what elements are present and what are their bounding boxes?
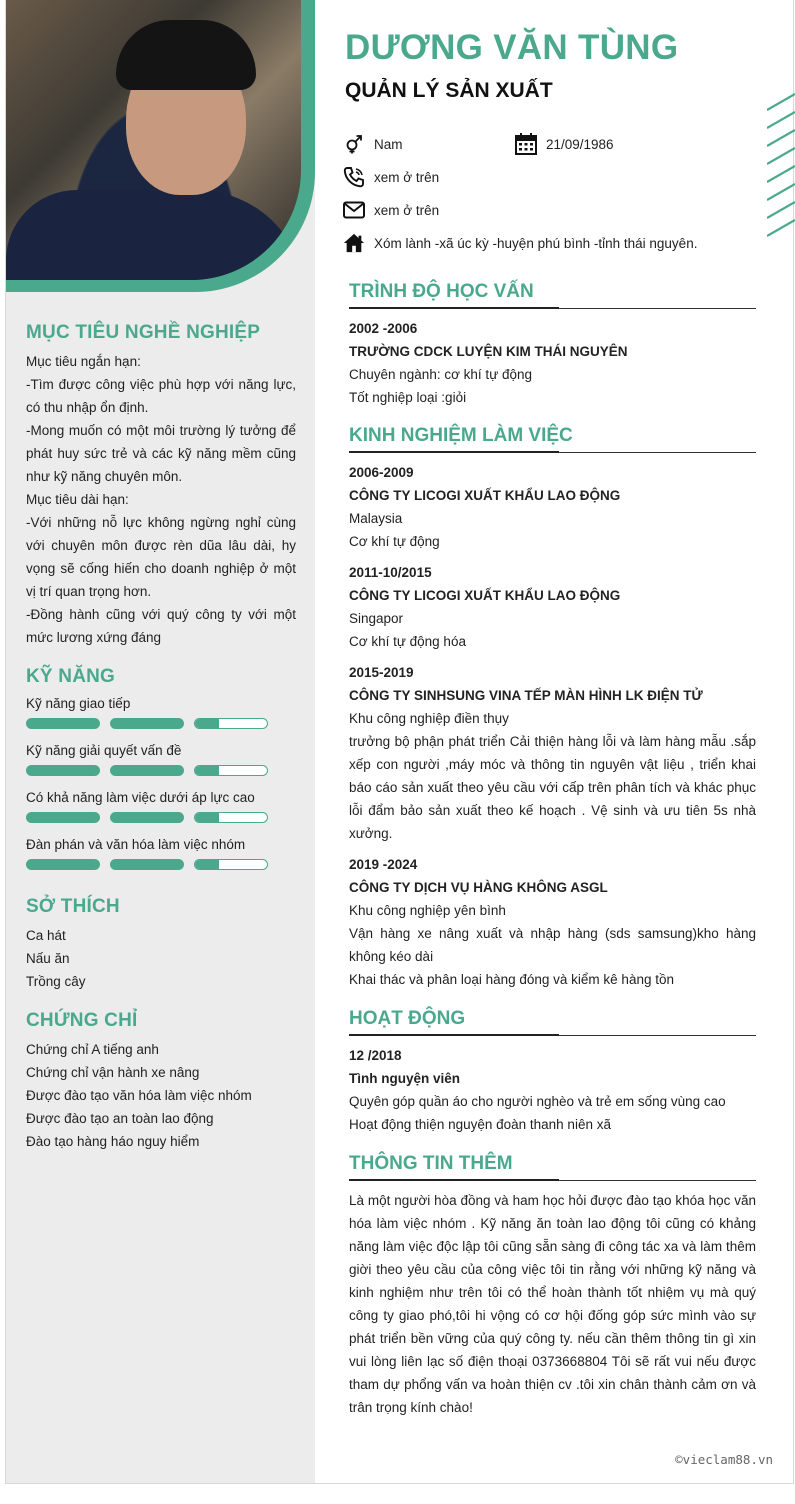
certificate-item: Chứng chỉ A tiếng anh bbox=[26, 1042, 159, 1057]
education-entry bbox=[349, 317, 756, 409]
entry-organization: CÔNG TY LICOGI XUẤT KHẨU LAO ĐỘNG bbox=[349, 588, 621, 603]
certificates-list bbox=[26, 1038, 296, 1153]
skill-level-bar bbox=[26, 859, 296, 870]
objective-line: Mục tiêu ngắn hạn: bbox=[26, 354, 141, 369]
experience-entry bbox=[349, 661, 756, 845]
skill-level-segment bbox=[194, 765, 268, 776]
contact-phone bbox=[343, 166, 439, 188]
phone-icon bbox=[343, 166, 365, 188]
calendar-icon bbox=[515, 133, 537, 155]
skill-level-segment bbox=[194, 718, 268, 729]
experience-entry bbox=[349, 561, 756, 653]
certificate-item: Được đào tạo an toàn lao động bbox=[26, 1111, 214, 1126]
skill-level-segment bbox=[26, 812, 100, 823]
skill-name: Có khả năng làm việc dưới áp lực cao bbox=[26, 790, 255, 805]
candidate-position: QUẢN LÝ SẢN XUẤT bbox=[345, 79, 553, 102]
activity-entry bbox=[349, 1044, 756, 1136]
entry-line: Chuyên ngành: cơ khí tự động bbox=[349, 367, 533, 382]
entry-organization: CÔNG TY LICOGI XUẤT KHẨU LAO ĐỘNG bbox=[349, 488, 621, 503]
entry-date: 2011-10/2015 bbox=[349, 565, 432, 580]
skill-item bbox=[26, 788, 296, 823]
contact-gender bbox=[343, 133, 403, 155]
contact-address bbox=[343, 232, 697, 254]
certificate-item: Chứng chỉ vận hành xe nâng bbox=[26, 1065, 200, 1080]
contact-birthday bbox=[515, 133, 614, 155]
photo-frame bbox=[6, 0, 315, 292]
objective-line: -Với những nỗ lực không ngừng nghỉ cùng với chuyên môn được rèn dũa lâu dài, hy vọng sẽ cống hiến cho doanh nghiệp ở một vị trí quan trọng hơn. bbox=[26, 515, 296, 599]
hobby-item: Ca hát bbox=[26, 928, 66, 943]
hobby-item: Nấu ăn bbox=[26, 951, 70, 966]
experience-section bbox=[349, 425, 756, 999]
skill-level-bar bbox=[26, 812, 296, 823]
phone-value: xem ở trên bbox=[374, 169, 440, 185]
entry-line: Khu công nghiệp yên bình bbox=[349, 903, 506, 918]
candidate-name: DƯƠNG VĂN TÙNG bbox=[345, 28, 679, 67]
birthday-value: 21/09/1986 bbox=[546, 136, 614, 152]
entry-role: Tình nguyện viên bbox=[349, 1071, 461, 1086]
objective-section bbox=[26, 322, 296, 649]
activities-section bbox=[349, 1008, 756, 1144]
skill-level-segment bbox=[194, 812, 268, 823]
entry-line: Hoạt động thiện nguyện đoàn thanh niên xã bbox=[349, 1117, 611, 1132]
entry-line: Quyên góp quần áo cho người nghèo và trẻ em sống vùng cao bbox=[349, 1094, 726, 1109]
skill-level-bar bbox=[26, 718, 296, 729]
skills-title: KỸ NĂNG bbox=[26, 666, 116, 687]
education-title: TRÌNH ĐỘ HỌC VẤN bbox=[349, 281, 534, 302]
objective-text bbox=[26, 350, 296, 649]
skills-list bbox=[26, 694, 296, 870]
hobby-item: Trồng cây bbox=[26, 974, 86, 989]
entry-date: 2006-2009 bbox=[349, 465, 414, 480]
education-section bbox=[349, 281, 756, 417]
envelope-icon bbox=[343, 199, 365, 221]
certificates-section bbox=[26, 1010, 296, 1153]
additional-info-text: Là một người hòa đồng và ham học hỏi được đào tạo khóa học văn hóa làm việc nhóm . Kỹ năng ăn toàn lao động tôi cũng có khảng năng làm việc độc lập tôi cũng sẵn sàng đi công tác xa và làm thêm giời theo yêu cầu của công việc tôi tin rằng với những kỹ năng và kinh nghiệm như trên tôi có thể hoàn thành tốt nhiệm vụ mà quý công ty giao phó,tôi hi vộng có cơ hội đống góp sức mình vào sự phát triển bền vững của quý công ty. nếu cần thêm thông tin gì xin vui lòng liên lạc số điện thoại 0373668804 Tôi sẽ rất vui nếu được tham dự phổng vấn va hoàn thiện cv .tôi xin chân thành cảm ơn và trân trọng kính chào! bbox=[349, 1193, 756, 1415]
entry-line: Singapor bbox=[349, 611, 404, 626]
section-divider bbox=[349, 1179, 756, 1181]
skill-level-segment bbox=[26, 859, 100, 870]
entry-organization: CÔNG TY DỊCH VỤ HÀNG KHÔNG ASGL bbox=[349, 880, 608, 895]
contact-email bbox=[343, 199, 439, 221]
skill-level-segment bbox=[110, 718, 184, 729]
objective-line: -Đồng hành cũng với quý công ty với một mức lương xứng đáng bbox=[26, 607, 296, 645]
skill-level-segment bbox=[26, 718, 100, 729]
objective-line: -Mong muốn có một môi trường lý tưởng để phát huy sức trẻ và các kỹ năng mềm cũng như kỹ năng chuyên môn. bbox=[26, 423, 296, 484]
entry-line: Cơ khí tự động hóa bbox=[349, 634, 466, 649]
gender-value: Nam bbox=[374, 136, 403, 152]
hobbies-title: SỞ THÍCH bbox=[26, 896, 120, 917]
certificate-item: Đào tạo hàng háo nguy hiểm bbox=[26, 1134, 200, 1149]
skill-name: Kỹ năng giải quyết vấn đề bbox=[26, 743, 182, 758]
entry-line: Malaysia bbox=[349, 511, 403, 526]
experience-entry bbox=[349, 461, 756, 553]
gender-icon bbox=[343, 133, 365, 155]
skill-name: Kỹ năng giao tiếp bbox=[26, 696, 131, 711]
objective-title: MỤC TIÊU NGHỀ NGHIỆP bbox=[26, 322, 261, 343]
skill-item bbox=[26, 741, 296, 776]
experience-title: KINH NGHIỆM LÀM VIỆC bbox=[349, 425, 573, 446]
address-value: Xóm lành -xã úc kỳ -huyện phú bình -tỉnh thái nguyên. bbox=[374, 235, 698, 251]
certificates-title: CHỨNG CHỈ bbox=[26, 1010, 138, 1031]
sidebar bbox=[6, 0, 315, 1483]
skill-name: Đàn phán và văn hóa làm việc nhóm bbox=[26, 837, 246, 852]
hobbies-section bbox=[26, 896, 296, 993]
section-divider bbox=[349, 307, 756, 309]
house-icon bbox=[343, 232, 365, 254]
skill-level-bar bbox=[26, 765, 296, 776]
avatar bbox=[6, 0, 301, 280]
cv-page bbox=[5, 0, 794, 1484]
entry-date: 2015-2019 bbox=[349, 665, 414, 680]
objective-line: Mục tiêu dài hạn: bbox=[26, 492, 129, 507]
entry-line: Khai thác và phân loại hàng đóng và kiểm kê hàng tồn bbox=[349, 972, 674, 987]
activities-title: HOẠT ĐỘNG bbox=[349, 1008, 466, 1029]
objective-line: -Tìm được công việc phù hợp với năng lực, có thu nhập ổn định. bbox=[26, 377, 296, 415]
experience-entry bbox=[349, 853, 756, 991]
skill-level-segment bbox=[110, 812, 184, 823]
certificate-item: Được đào tạo văn hóa làm việc nhóm bbox=[26, 1088, 252, 1103]
main-column bbox=[315, 0, 795, 1483]
skill-level-segment bbox=[110, 859, 184, 870]
entry-organization: TRƯỜNG CDCK LUYỆN KIM THÁI NGUYÊN bbox=[349, 344, 628, 359]
skill-item bbox=[26, 694, 296, 729]
email-value: xem ở trên bbox=[374, 202, 440, 218]
additional-info-section bbox=[349, 1153, 756, 1419]
entry-line: trưởng bộ phận phát triển Cải thiện hàng lỗi và làm hàng mẫu .sắp xếp con người ,máy móc và thông tin nguyên vật liệu , triển khai báo cáo sản xuất theo yêu cầu với cấp trên phân tích và khác phục lỗi đẩm bảo sản xuất theo kế hoạch . Vệ sinh và ưu tiên 5s nhà xưởng. bbox=[349, 734, 756, 841]
section-divider bbox=[349, 451, 756, 453]
entry-date: 2002 -2006 bbox=[349, 321, 418, 336]
decorative-stripes bbox=[767, 92, 795, 242]
skill-level-segment bbox=[194, 859, 268, 870]
skill-level-segment bbox=[26, 765, 100, 776]
entry-date: 12 /2018 bbox=[349, 1048, 402, 1063]
entry-line: Cơ khí tự động bbox=[349, 534, 440, 549]
hobbies-list bbox=[26, 924, 296, 993]
entry-date: 2019 -2024 bbox=[349, 857, 418, 872]
watermark: ©vieclam88.vn bbox=[675, 1452, 773, 1467]
entry-line: Khu công nghiệp điền thụy bbox=[349, 711, 509, 726]
additional-info-title: THÔNG TIN THÊM bbox=[349, 1153, 513, 1174]
entry-organization: CÔNG TY SINHSUNG VINA TẾP MÀN HÌNH LK ĐIỆN TỬ bbox=[349, 688, 703, 703]
entry-line: Tốt nghiệp loại :giỏi bbox=[349, 390, 467, 405]
skills-section bbox=[26, 666, 296, 882]
section-divider bbox=[349, 1034, 756, 1036]
skill-item bbox=[26, 835, 296, 870]
entry-line: Vận hàng xe nâng xuất và nhập hàng (sds samsung)kho hàng không kéo dài bbox=[349, 926, 756, 964]
skill-level-segment bbox=[110, 765, 184, 776]
